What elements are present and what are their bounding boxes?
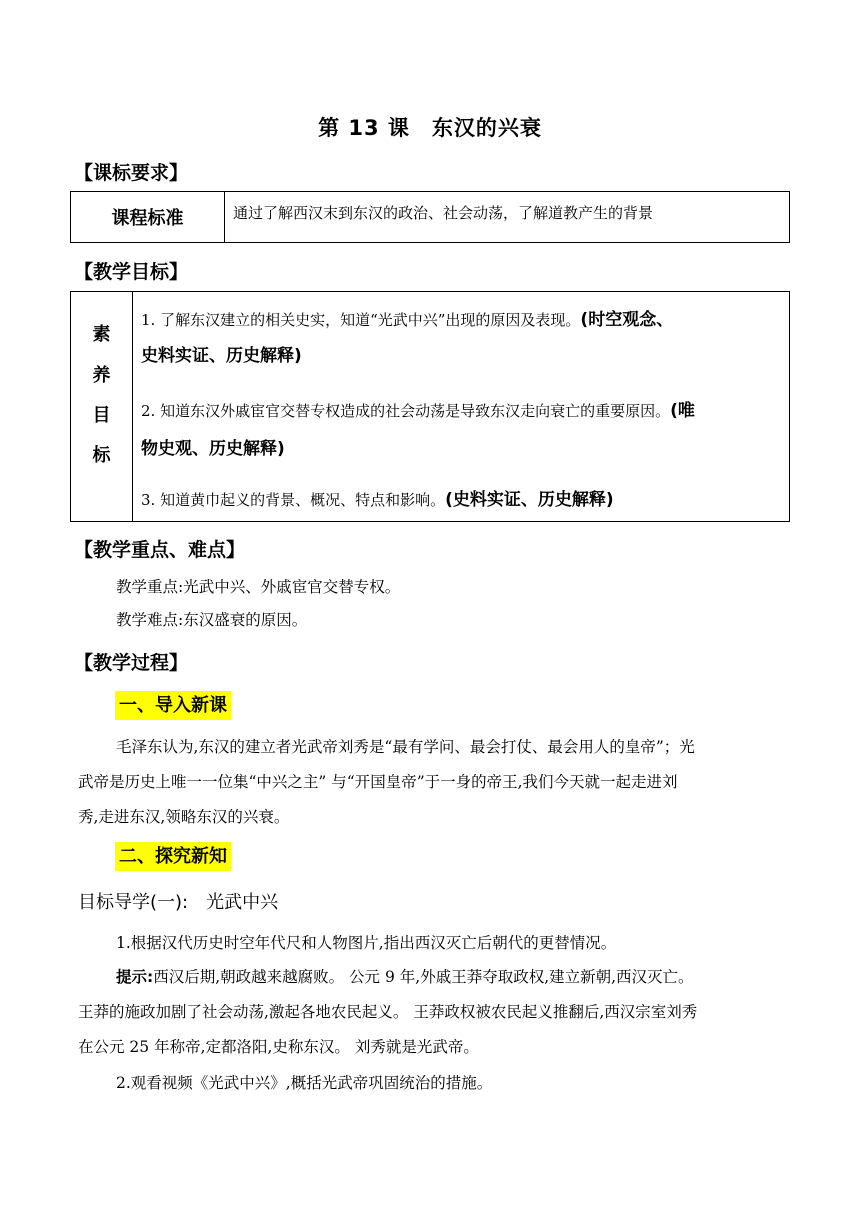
objective-item-3-text: 3. 知道黄巾起义的背景、概况、特点和影响。 xyxy=(141,491,446,509)
section-heading-process: 【教学过程】 xyxy=(74,652,189,674)
guide1-hint-line-2: 王莽的施政加剧了社会动荡,激起各地农民起义。 王莽政权被农民起义推翻后,西汉宗室刘秀 xyxy=(78,1003,698,1021)
objective-item-1 xyxy=(141,302,786,374)
objective-item-1-tags-cont: 史料实证、历史解释) xyxy=(141,346,302,366)
objectives-label-char: 素 xyxy=(92,324,111,345)
objective-item-1-tags: (时空观念、 xyxy=(580,310,674,330)
objective-item-2 xyxy=(141,392,786,468)
key-point-difficulty: 教学难点:东汉盛衰的原因。 xyxy=(116,611,308,629)
part1-heading xyxy=(115,691,231,717)
section-heading-requirements: 【课标要求】 xyxy=(74,162,189,184)
objective-item-2-tags-cont: 物史观、历史解释) xyxy=(141,439,285,459)
objective-item-3-tags: (史料实证、历史解释) xyxy=(445,490,614,510)
objectives-label-char: 养 xyxy=(92,365,111,386)
section-heading-key-points: 【教学重点、难点】 xyxy=(74,539,246,561)
guide1-hint-line-3: 在公元 25 年称帝,定都洛阳,史称东汉。 刘秀就是光武帝。 xyxy=(78,1038,479,1056)
guide1-question-1: 1.根据汉代历史时空年代尺和人物图片,指出西汉灭亡后朝代的更替情况。 xyxy=(116,934,617,952)
part1-line-3: 秀,走进东汉,领略东汉的兴衰。 xyxy=(78,808,290,826)
part2-heading xyxy=(115,842,231,868)
hint-label: 提示: xyxy=(116,968,154,986)
standard-table xyxy=(70,191,790,243)
key-point-focus: 教学重点:光武中兴、外戚宦官交替专权。 xyxy=(116,578,401,596)
part1-heading-text: 一、导入新课 xyxy=(115,691,231,720)
guide1-heading: 目标导学(一): 光武中兴 xyxy=(78,892,279,913)
objectives-table xyxy=(70,291,790,522)
part1-line-2: 武帝是历史上唯一一位集“中兴之主” 与“开国皇帝”于一身的帝王,我们今天就一起走进刘 xyxy=(78,773,678,791)
objectives-label-char: 目 xyxy=(92,405,111,426)
objectives-label-char: 标 xyxy=(92,445,111,466)
part2-heading-text: 二、探究新知 xyxy=(115,842,231,871)
guide1-question-2: 2.观看视频《光武中兴》,概括光武帝巩固统治的措施。 xyxy=(116,1074,493,1092)
objective-item-2-tags: (唯 xyxy=(670,401,695,421)
standard-label: 课程标准 xyxy=(71,192,225,242)
guide1-hint-line-1 xyxy=(116,960,694,995)
objectives-label xyxy=(71,292,133,521)
objective-item-1-text: 1. 了解东汉建立的相关史实，知道“光武中兴”出现的原因及表现。 xyxy=(141,311,581,329)
objective-item-2-text: 2. 知道东汉外戚宦官交替专权造成的社会动荡是导致东汉走向衰亡的重要原因。 xyxy=(141,402,671,420)
hint-text: 西汉后期,朝政越来越腐败。 公元 9 年,外戚王莽夺取政权,建立新朝,西汉灭亡。 xyxy=(153,968,694,986)
part1-line-1: 毛泽东认为,东汉的建立者光武帝刘秀是“最有学问、最会打仗、最会用人的皇帝”；光 xyxy=(116,738,695,756)
standard-content: 通过了解西汉末到东汉的政治、社会动荡，了解道教产生的背景 xyxy=(233,204,654,222)
section-heading-objectives: 【教学目标】 xyxy=(74,261,189,283)
page-title: 第 13 课 东汉的兴衰 xyxy=(318,116,542,140)
objective-item-3 xyxy=(141,482,786,518)
